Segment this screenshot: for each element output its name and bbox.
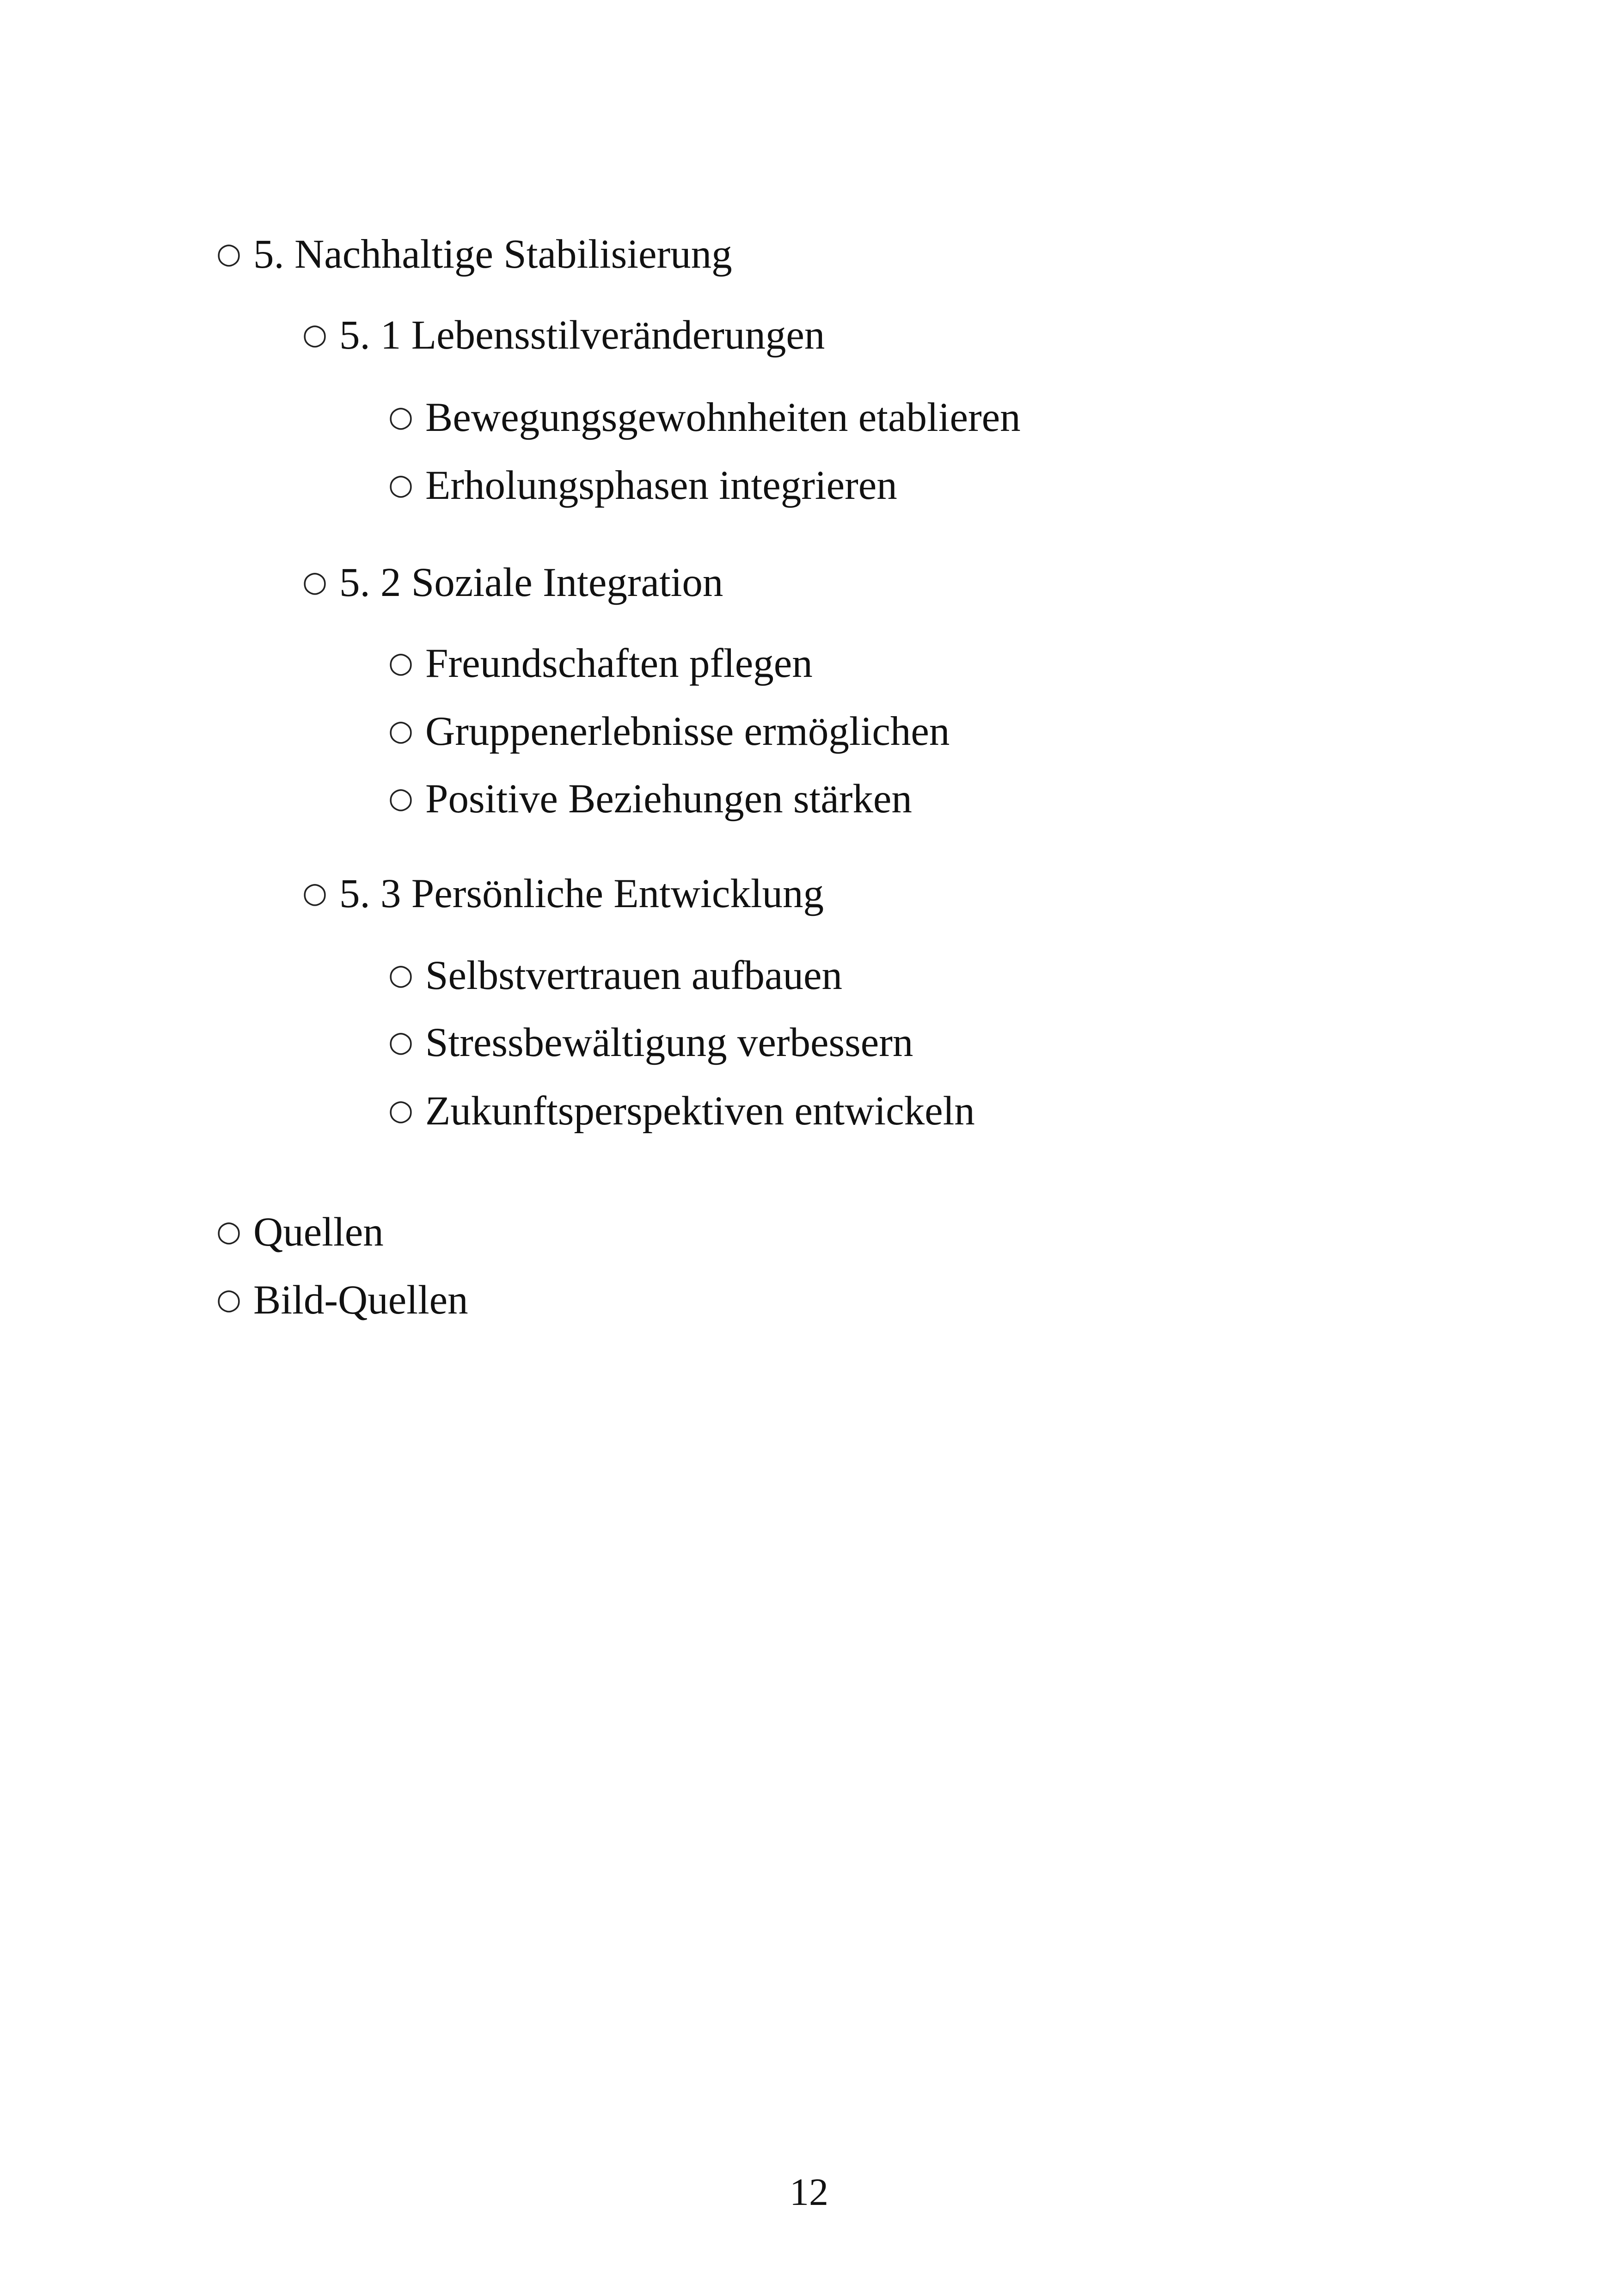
hollow-circle-bullet-icon: ○ [302,317,328,351]
hollow-circle-bullet-icon: ○ [216,1214,242,1248]
toc-item-gruppenerlebnisse [387,704,950,759]
hollow-circle-bullet-icon: ○ [388,467,414,501]
toc-item-text: Positive Beziehungen stärken [425,776,912,822]
toc-item-text: Gruppenerlebnisse ermöglichen [425,708,950,754]
hollow-circle-bullet-icon: ○ [302,876,328,909]
hollow-circle-bullet-icon: ○ [388,399,414,433]
hollow-circle-bullet-icon: ○ [216,236,242,270]
toc-item-stressbewaeltigung [387,1015,913,1070]
hollow-circle-bullet-icon: ○ [388,781,414,815]
hollow-circle-bullet-icon: ○ [388,958,414,991]
toc-item-persoenliche-entwicklung [301,866,824,921]
toc-item-text: Quellen [253,1209,384,1255]
toc-item-text: Zukunftsperspektiven entwickeln [425,1088,975,1134]
hollow-circle-bullet-icon: ○ [388,1093,414,1127]
hollow-circle-bullet-icon: ○ [388,1025,414,1058]
toc-item-bewegungsgewohnheiten [387,390,1021,445]
toc-item-freundschaften [387,636,813,691]
toc-item-text: Selbstvertrauen aufbauen [425,952,842,998]
toc-item-text: 5. 2 Soziale Integration [339,559,723,605]
toc-item-text: Freundschaften pflegen [425,640,813,686]
page-number: 12 [790,2171,828,2214]
toc-item-erholungsphasen [387,458,897,513]
toc-item-lebensstilveraenderungen [301,307,825,363]
toc-item-text: 5. 1 Lebensstilveränderungen [339,312,825,358]
toc-item-nachhaltige-stabilisierung [215,227,732,282]
hollow-circle-bullet-icon: ○ [388,713,414,747]
toc-item-text: 5. 3 Persönliche Entwicklung [339,871,824,916]
hollow-circle-bullet-icon: ○ [216,1282,242,1316]
toc-item-zukunftsperspektiven [387,1083,975,1139]
toc-item-positive-beziehungen [387,771,912,827]
toc-item-quellen [215,1204,384,1260]
toc-item-selbstvertrauen [387,948,842,1003]
toc-item-bild-quellen [215,1272,468,1328]
hollow-circle-bullet-icon: ○ [388,645,414,679]
toc-item-text: Stressbewältigung verbessern [425,1019,913,1065]
toc-item-text: Erholungsphasen integrieren [425,462,897,508]
toc-item-text: 5. Nachhaltige Stabilisierung [253,231,732,277]
toc-item-text: Bild-Quellen [253,1277,468,1323]
toc-item-text: Bewegungsgewohnheiten etablieren [425,394,1021,440]
toc-item-soziale-integration [301,555,723,610]
hollow-circle-bullet-icon: ○ [302,565,328,598]
